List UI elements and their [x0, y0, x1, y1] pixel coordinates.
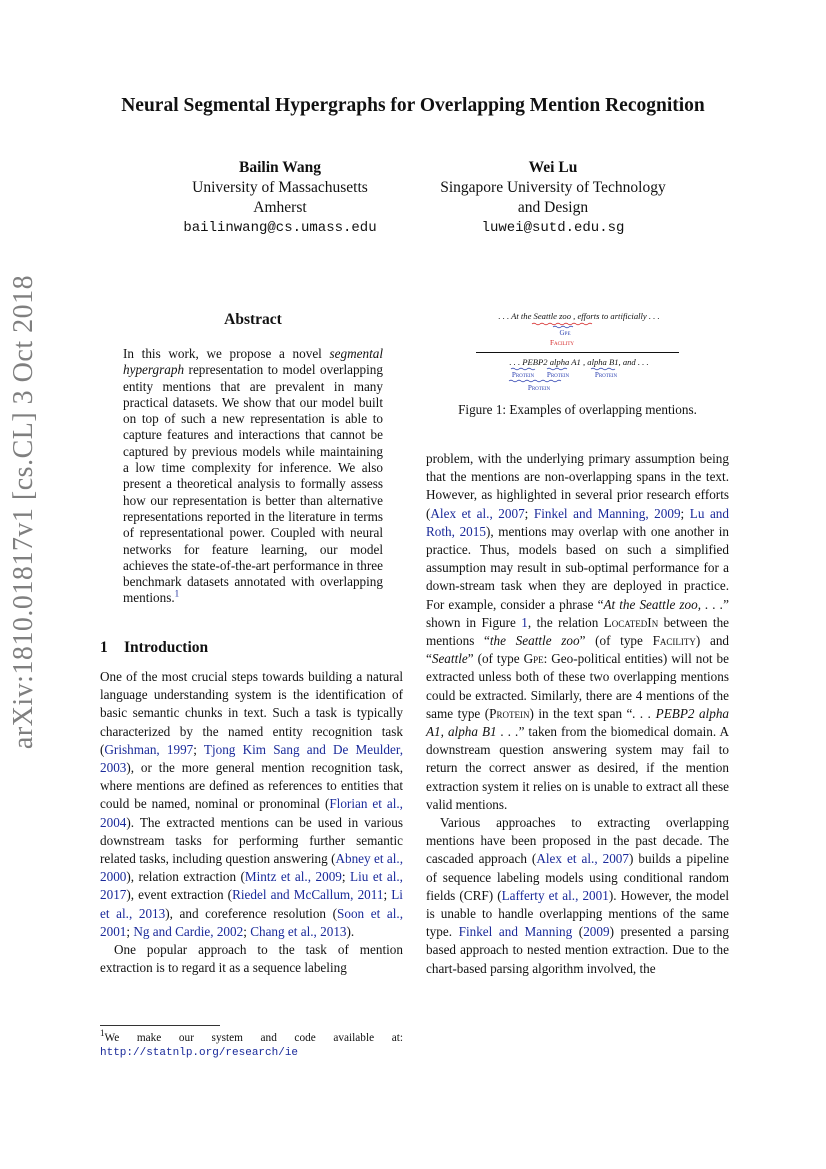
text-run: ;: [524, 505, 534, 521]
relation-type: LocatedIn: [603, 614, 659, 630]
author-email: bailinwang@cs.umass.edu: [183, 220, 377, 236]
facility-underline: [532, 323, 592, 325]
citation-link[interactable]: Alex et al., 2007: [536, 851, 629, 867]
intro-paragraph-2: One popular approach to the task of mention extraction is to regard it as a sequence labeling: [100, 942, 403, 976]
text-run: problem, with the underlying primary assumption being that the mentions are non-overlapping spans in the text. However, as highlighted in several prior research efforts (: [426, 451, 729, 521]
author-block-1: [150, 158, 410, 238]
protein-underline-2: [547, 368, 567, 370]
gpe-underline: [553, 326, 573, 328]
citation-link[interactable]: Alex et al., 2007: [430, 505, 525, 521]
figure-sentence-2: . . . PEBP2 alpha A1 , alpha B1, and . . .: [509, 357, 649, 367]
text-run: ;: [341, 869, 351, 885]
arxiv-id: arXiv:1810.01817v1 [cs.CL] 3 Oct 2018: [8, 274, 39, 750]
left-column-body: [100, 668, 403, 977]
section-number: 1: [100, 639, 108, 656]
text-run: (: [572, 924, 584, 940]
figure-caption: Figure 1: Examples of overlapping mentions.: [458, 402, 697, 417]
text-run: ” taken from the biomedical domain. A downstream question answering system may fail to return the correct answer as desired, if the mention extraction system it relies on is unable to extract all these valid mentions.: [426, 724, 729, 812]
text-run: ), event extraction (: [126, 887, 233, 903]
citation-link[interactable]: Li et al., 2013: [100, 887, 403, 921]
citation-link[interactable]: Finkel and Manning: [458, 924, 573, 940]
text-run: ) in the text span “: [529, 705, 633, 721]
intro-paragraph-continued: [426, 450, 729, 814]
text-run: One of the most crucial steps towards building a natural language understanding system is the identification of basic semantic chunks in text. Such a task is typically characterized by the named entity recognition task (: [100, 669, 403, 757]
footnote-rule: [100, 1025, 220, 1026]
right-column-body: [426, 450, 729, 978]
citation-link[interactable]: Finkel and Manning, 2009: [533, 505, 681, 521]
citation-link[interactable]: Florian et al., 2004: [100, 796, 403, 830]
text-run: ) builds a pipeline of sequence labeling models using conditional random fields (CRF) (: [426, 851, 729, 903]
footnote-url-link[interactable]: http://statnlp.org/research/ie: [100, 1047, 299, 1059]
author-affiliation: Singapore University of Technology: [440, 179, 666, 196]
footnote-number: 1: [100, 1028, 105, 1039]
entity-type: Facility: [652, 633, 696, 649]
text-run: ), relation extraction (: [126, 869, 245, 885]
protein-underline-outer: [509, 380, 561, 382]
example-phrase: At the Seattle zoo, . . .: [603, 596, 724, 612]
text-run: ;: [383, 887, 392, 903]
abstract-emphasis: segmental hypergraph: [123, 346, 383, 378]
text-run: ;: [126, 923, 134, 939]
author-name: Bailin Wang: [239, 159, 321, 176]
citation-link[interactable]: Liu et al., 2017: [100, 869, 403, 903]
text-run: between the mentions “: [426, 614, 730, 649]
text-run: ) and “: [426, 633, 730, 667]
figure-sentence-1: . . . At the Seattle zoo , efforts to artificially . . .: [498, 311, 660, 321]
footnote-text: We make our system and code available at:: [104, 1032, 403, 1044]
intro-paragraph-3: [426, 814, 729, 978]
author-affiliation: University of Massachusetts: [192, 179, 368, 196]
protein-label-1: Protein: [511, 371, 535, 379]
figure-1-overlapping-mentions: [455, 304, 703, 404]
paper-title: Neural Segmental Hypergraphs for Overlapping Mention Recognition: [121, 95, 705, 116]
footnote-marker[interactable]: 1: [174, 589, 180, 600]
entity-type: Gpe: [523, 651, 544, 667]
citation-link[interactable]: Mintz et al., 2009: [244, 869, 342, 885]
text-run: ). The extracted mentions can be used in various downstream tasks for performing further semantic related tasks, including question answering (: [100, 814, 403, 867]
citation-link[interactable]: Lafferty et al., 2001: [501, 887, 609, 903]
text-run: ” (of type: [467, 651, 524, 667]
citation-link[interactable]: Chang et al., 2013: [250, 923, 347, 939]
citation-link[interactable]: Riedel and McCallum, 2011: [232, 887, 384, 903]
text-run: ;: [680, 505, 690, 521]
text-run: : Geo-political entities) will not be extracted unless both of these two overlapping mentions could be extracted. Similarly, there are 4 mentions of the same type (: [426, 651, 729, 721]
author-name: Wei Lu: [528, 159, 578, 176]
example-phrase: . . . PEBP2 alpha A1, alpha B1 . . .: [426, 705, 730, 740]
citation-link[interactable]: Lu and Roth, 2015: [426, 505, 729, 539]
text-run: Various approaches to extracting overlapping mentions have been proposed in the past decade. The cascaded approach (: [426, 815, 729, 867]
text-run: ).: [346, 923, 355, 939]
section-title: Introduction: [124, 639, 209, 656]
text-run: ), or the more general mention recognition task, where mentions are defined as references to entities that could be named, nominal or pronominal (: [100, 760, 403, 812]
citation-link[interactable]: 2009: [583, 924, 610, 940]
citation-link[interactable]: Abney et al., 2000: [100, 851, 403, 885]
protein-label-2: Protein: [546, 371, 570, 379]
text-run: ;: [243, 923, 251, 939]
gpe-label: Gpe: [559, 329, 571, 337]
text-run: ), mentions may overlap with one another in practice. Thus, models based on such a simplified assumption may result in sub-optimal performance for a down-stream task when they are deployed in practice. For example, consider a phrase “: [426, 523, 730, 612]
facility-label: Facility: [550, 339, 574, 347]
protein-underline-3: [591, 368, 615, 370]
abstract-text-rest: representation to model overlapping entity mentions that are prevalent in many practical datasets. We show that our model built on top of such a new representation is able to capture features and interactions that cannot be captured by previous models while maintaining a low time complexity for inference. We also present a theoretical analysis to formally assess how our representation is better than alternative representations reported in the literature in terms of representational power. Coupled with neural networks for feature learning, our model achieves the state-of-the-art performance in three benchmark datasets annotated with overlapping mentions.: [123, 362, 383, 606]
citation-link[interactable]: Grishman, 1997: [104, 741, 194, 757]
example-phrase: Seattle: [431, 651, 468, 667]
citation-link[interactable]: Tjong Kim Sang and De Meulder, 2003: [100, 741, 403, 776]
abstract-text: In this work, we propose a novel: [123, 346, 330, 361]
text-run: ;: [193, 741, 204, 757]
example-phrase: the Seattle zoo: [489, 633, 580, 649]
protein-underline-1: [511, 368, 535, 370]
arxiv-sidebar-stamp: [0, 0, 48, 1169]
text-run: , the relation: [527, 614, 604, 630]
footnote: [100, 1028, 403, 1060]
text-run: ) presented a parsing based approach to nested mention extraction. Due to the chart-based parsing algorithm involved, the: [426, 924, 729, 976]
entity-type: Protein: [489, 705, 530, 721]
author-email: luwei@sutd.edu.sg: [481, 220, 625, 236]
author-affiliation-line2: Amherst: [253, 199, 307, 216]
figure-reference-link[interactable]: 1: [521, 614, 528, 630]
text-run: ). However, the model is unable to handle overlapping mentions of the same type.: [426, 887, 729, 940]
protein-label-3: Protein: [594, 371, 618, 379]
author-affiliation-line2: and Design: [517, 199, 589, 216]
author-block-2: [423, 158, 683, 238]
citation-link[interactable]: Soon et al., 2001: [100, 905, 403, 939]
citation-link[interactable]: Ng and Cardie, 2002: [133, 923, 244, 939]
protein-label-outer: Protein: [527, 384, 551, 392]
abstract-heading: Abstract: [224, 311, 282, 328]
text-run: ” shown in Figure: [426, 596, 729, 630]
text-run: ” (of type: [579, 633, 653, 649]
text-run: ), and coreference resolution (: [165, 905, 338, 921]
section-heading-introduction: [100, 639, 208, 657]
abstract-body: [123, 346, 383, 607]
intro-paragraph-1: [100, 668, 403, 941]
